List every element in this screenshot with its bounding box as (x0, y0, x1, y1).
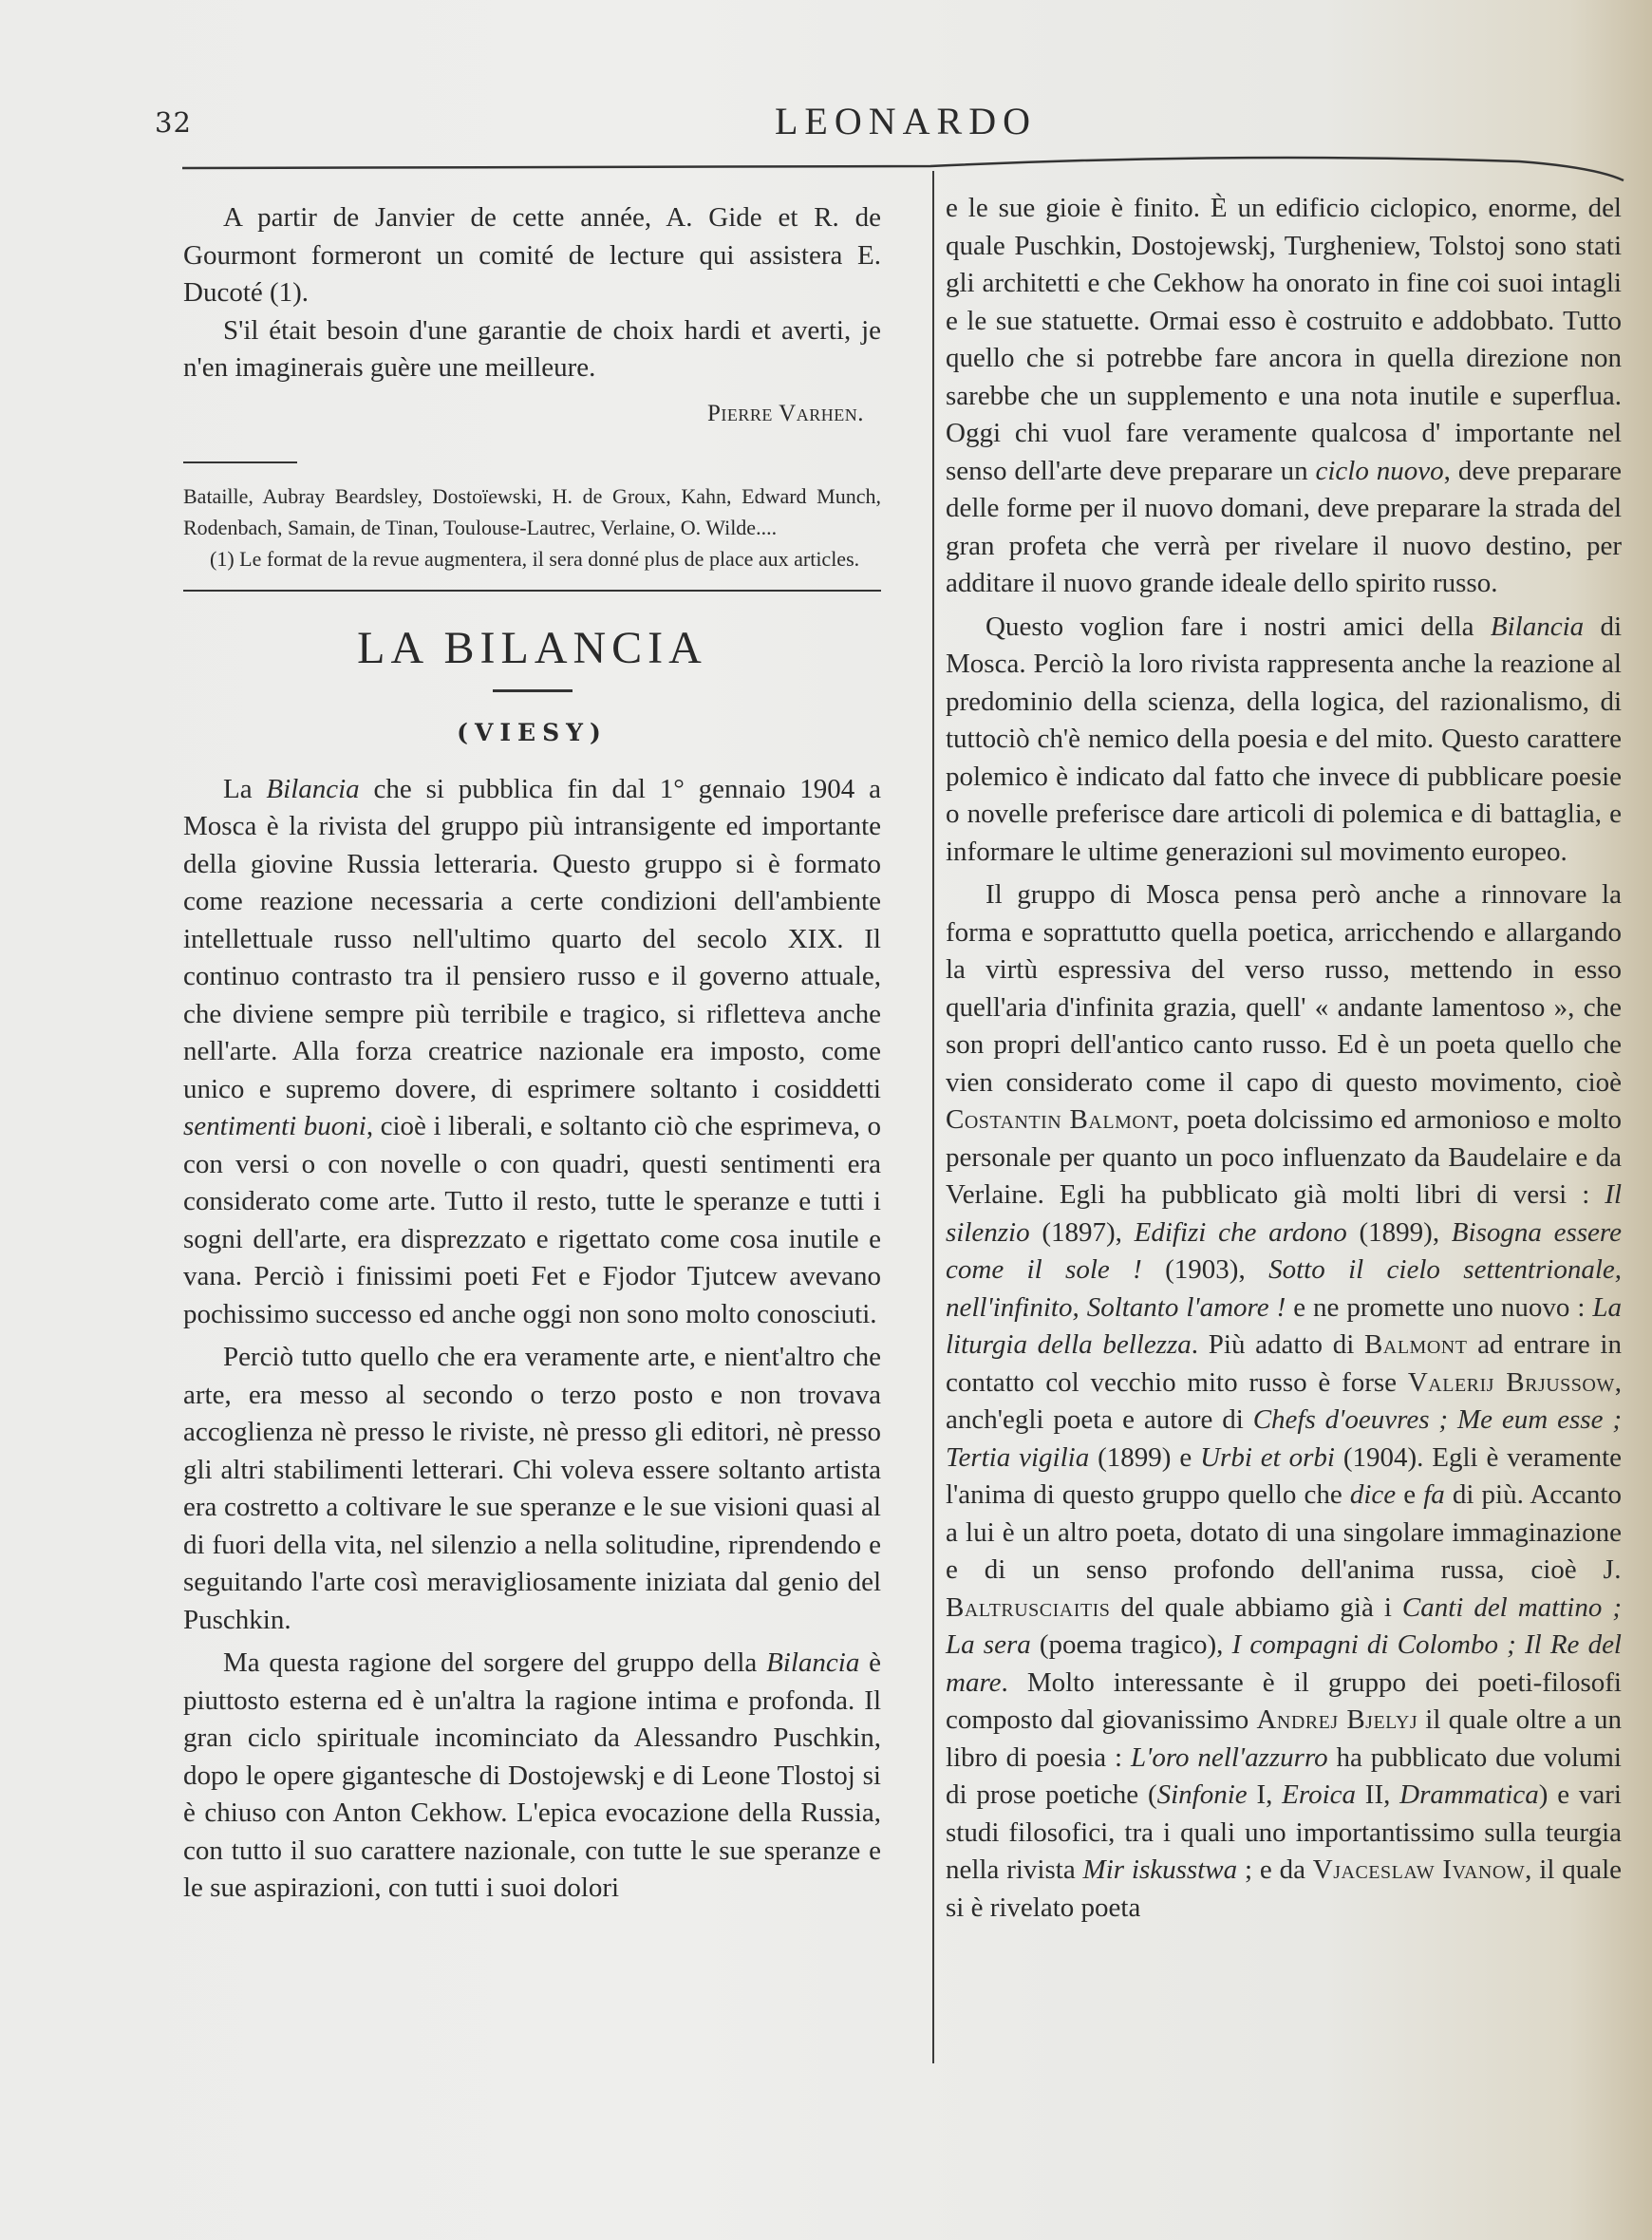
article-paragraph: Ma questa ragione del sorgere del gruppo della Bilancia è piuttosto esterna ed è un'altra la ragione intima e profonda. Il gran ciclo spirituale incominciato da Alessandro Puschkin, dopo le opere gigantesche di Dostojewskj e di Leone Tlostoj si è chiuso con Anton Cekhow. L'epica evocazione della Russia, con tutto il suo carattere nazionale, con tutte le sue speranze e le sue aspirazioni, con tutti i suoi dolori (183, 1647, 881, 1903)
intro-paragraph: A partir de Janvier de cette année, A. Gide et R. de Gourmont formeront un comité de lecture qui assistera E. Ducoté (1). (183, 202, 881, 308)
section-rule (183, 590, 881, 592)
article-subtitle: (VIESY) (457, 718, 608, 746)
article-paragraph: Il gruppo di Mosca pensa però anche a rinnovare la forma e soprattutto quella poetica, arricchendo e allargando la virtù espressiva del verso russo, mettendo in esso quell'aria d'infinita grazia, quell' « andante lamentoso », che son propri dell'antico canto russo. Ed è un poeta quello che vien considerato come il capo di questo movimento, cioè Costantin Balmont, poeta dolcissimo ed armonioso e molto personale per quanto un poco influenzato da Baudelaire e da Verlaine. Egli ha pubblicato già molti libri di versi : Il silenzio (1897), Edifizi che ardono (1899), Bisogna essere come il sole ! (1903), Sotto il cielo settentrionale, nell'infinito, Soltanto l'amore ! e ne promette uno nuovo : La liturgia della bellezza. Più adatto di Balmont ad entrare in contatto col vecchio mito russo è forse Valerij Brjussow, anch'egli poeta e autore di Chefs d'oeuvres ; Me eum esse ; Tertia vigilia (1899) e Urbi et orbi (1904). Egli è veramente l'anima di questo gruppo quello che dice e fa di più. Accanto a lui è un altro poeta, dotato di una singolare immaginazione e di un senso profondo dell'anima russa, cioè J. Baltrusciaitis del quale abbiamo già i Canti del mattino ; La sera (poema tragico), I compagni di Colombo ; Il Re del mare. Molto interessante è il gruppo dei poeti-filosofi composto dal giovanissimo Andrej Bjelyj il quale oltre a un libro di poesia : L'oro nell'azzurro ha pubblicato due volumi di prose poetiche (Sinfonie I, Eroica II, Drammatica) e vari studi filosofici, tra i quali uno importantissimo sulla teurgia nella rivista Mir iskusstwa ; e da Vjaceslaw Ivanow, il quale si è rivelato poeta (946, 879, 1623, 1923)
article-paragraph: e le sue gioie è finito. È un edificio ciclopico, enorme, del quale Puschkin, Dostojewskj, Turgheniew, Tolstoj sono stati gli architetti e che Cekhow ha onorato in fine coi suoi intagli e le sue statuette. Ormai esso è costruito e addobbato. Tutto quello che si potrebbe fare ancora in quella direzione non sarebbe che un supplemento e una nota inutile e superflua. Oggi chi vuol fare veramente qualcosa d' importante nel senso dell'arte deve preparare un ciclo nuovo, deve preparare delle forme per il nuovo domani, deve preparare la strada del gran profeta che verrà per rivelare il nuovo destino, per additare il nuovo grande ideale dello spirito russo. (946, 193, 1622, 598)
page-number: 32 (155, 106, 192, 139)
title-rule (493, 689, 573, 692)
footnote: (1) Le format de la revue augmentera, il sera donné plus de place aux articles. (210, 546, 860, 571)
intro-paragraph: S'il était besoin d'une garantie de choix hardi et averti, je n'en imaginerais guère une meilleure. (183, 314, 881, 383)
author-name: Vjaceslaw Ivanow (1312, 1854, 1526, 1885)
left-column (183, 199, 881, 1908)
article-paragraph: La Bilancia che si pubblica fin dal 1° gennaio 1904 a Mosca è la rivista del gruppo più intransigente ed importante della giovine Russia letteraria. Questo gruppo si è formato come reazione necessaria a certe condizioni dell'ambiente intellettuale russo nell'ultimo quarto del secolo XIX. Il continuo contrasto tra il pensiero russo e il governo attuale, che diviene sempre più terribile e tragico, si rifletteva anche nell'arte. Alla forza creatrice nazionale era imposto, come unico e supremo dovere, di esprimere soltanto i cosiddetti sentimenti buoni, cioè i liberali, e soltanto ciò che esprimeva, o con versi o con novelle o con quadri, questi sentimenti era considerato come arte. Tutto il resto, tutte le speranze e tutti i sogni dell'arte, era disprezzato e rigettato come cosa inutile e vana. Perciò i finissimi poeti Fet e Fjodor Tjutcew avevano pochissimo successo ed anche oggi non sono molto conosciuti. (183, 773, 882, 1329)
article-paragraph: Questo voglion fare i nostri amici della Bilancia di Mosca. Perciò la loro rivista rappresenta anche la reazione al predominio della scienza, della logica, del razionalismo, di tuttociò ch'è nemico della poesia e del mito. Questo carattere polemico è indicato dal fatto che invece di pubblicare poesie o novelle preferisce dare articoli di polemica e di battaglia, e informare le ultime generazioni sul movimento europeo. (946, 611, 1623, 867)
footnote-continuation: Bataille, Aubray Beardsley, Dostoïewski, H. de Groux, Kahn, Edward Munch, Rodenbach, Samain, de Tinan, Toulouse-Lautrec, Verlaine, O. Wilde.... (183, 483, 881, 539)
author-name: Valerij Brjussow (1407, 1366, 1615, 1398)
author-name: Costantin Balmont (946, 1104, 1173, 1135)
author-name: Balmont (1364, 1329, 1468, 1360)
article-title: LA BILANCIA (357, 622, 707, 673)
right-column (946, 190, 1622, 1927)
author-name: J. Baltrusciaitis (946, 1554, 1622, 1623)
article-paragraph: Perciò tutto quello che era veramente arte, e nient'altro che arte, era messo al secondo o terzo posto e non trovava accoglienza nè presso le riviste, nè presso gli editori, nè presso gli altri stabilimenti letterari. Chi voleva essere soltanto artista era costretto a coltivare le sue speranze e le sue visioni quasi al di fuori della vita, nel silenzio a nella solitudine, riprendendo e seguitando l'arte così meravigliosamente iniziata dal genio del Puschkin. (183, 1342, 881, 1635)
running-head: LEONARDO (775, 100, 1037, 142)
author-name: Andrej Bjelyj (1256, 1704, 1418, 1735)
footnote-rule (183, 461, 297, 463)
column-divider (932, 171, 934, 2063)
author-signature: Pierre Varhen. (706, 400, 864, 426)
